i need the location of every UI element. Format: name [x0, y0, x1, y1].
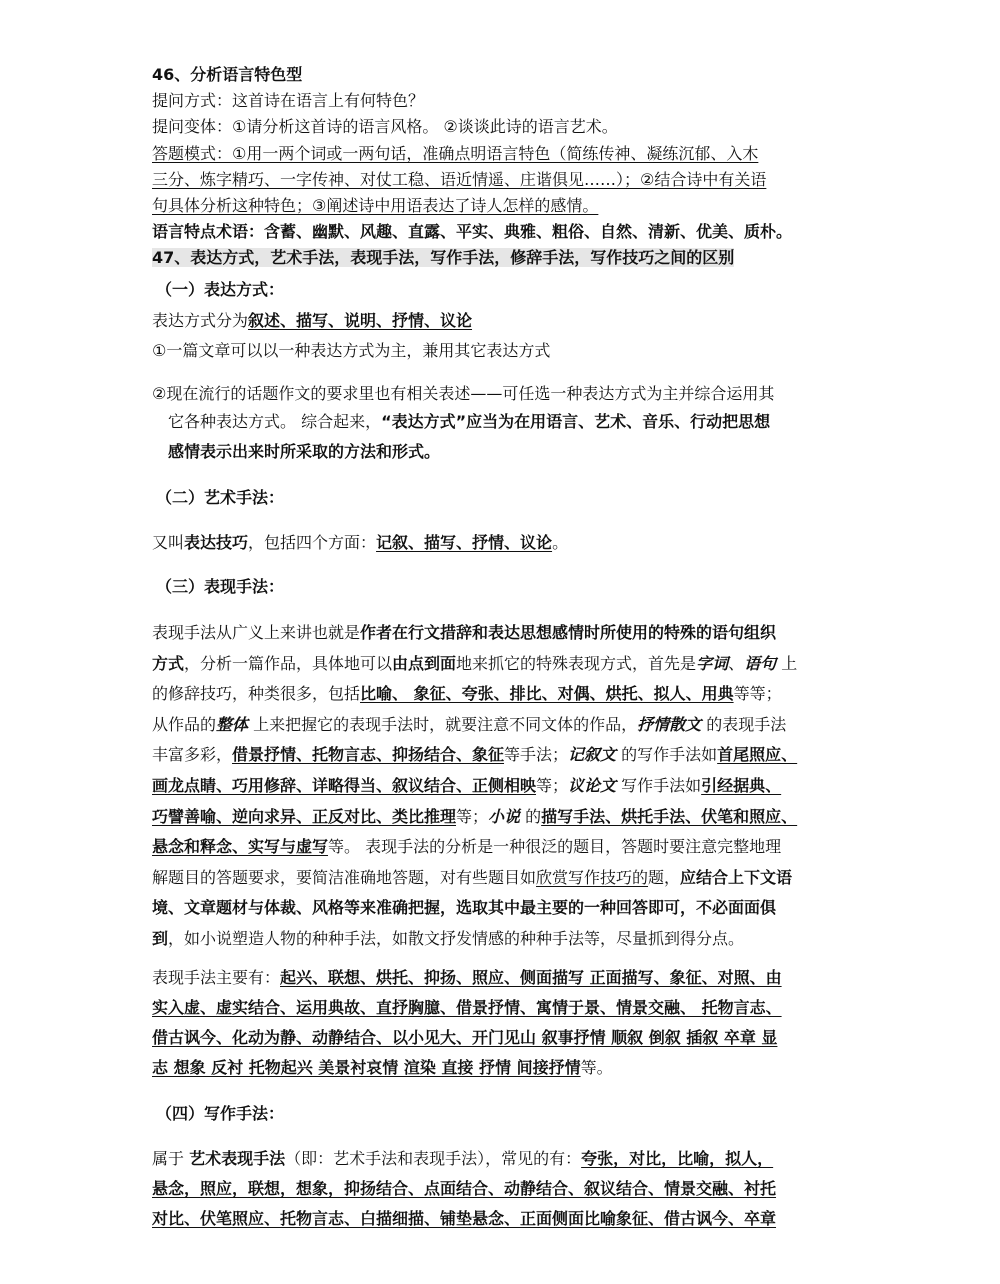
text-run: 悬念和释念、实写与虚写 — [152, 837, 329, 857]
q46-mode-line-3: 句具体分析这种特色；③阐述诗中用语表达了诗人怎样的感情。 — [152, 196, 599, 215]
text-run: 引经据典、 — [701, 776, 782, 795]
s3p1-line — [152, 744, 852, 766]
text-run: 的修辞技巧，种类很多，包括 — [152, 684, 361, 704]
s1-line-4-a: 它各种表达方式。 综合起来， — [168, 412, 382, 431]
s2-l1-c: ，包括四个方面： — [248, 533, 377, 552]
text-run: 题， — [648, 867, 681, 887]
text-run: 等等； — [733, 684, 782, 704]
text-run: 议论文 — [568, 776, 617, 795]
s3p1-line — [152, 622, 852, 644]
text-run: 记叙文 — [568, 745, 617, 765]
text-run: 属于 — [152, 1149, 190, 1168]
s1-line-4-b: “表达方式”应当为在用语言、艺术、音乐、行动把思想 — [381, 412, 771, 431]
text-run: 等； — [456, 806, 489, 826]
s1-expression-types: 叙述、描写、说明、抒情、议论 — [248, 311, 473, 330]
s3p1-line — [152, 683, 852, 705]
text-run: 表现手法从广义上来讲也就是 — [152, 623, 361, 642]
s3p1-line — [152, 836, 852, 858]
s2-line-1 — [152, 532, 852, 554]
s1-line-4 — [168, 411, 868, 433]
text-run: 巧譬善喻、逆向求异、正反对比、类比推理 — [152, 806, 457, 826]
text-run: 上来把握它的表现手法时，就要注意不同文体的作品， — [248, 714, 638, 734]
text-run: 抒情散文 — [637, 714, 702, 734]
q47-title-text: 47、表达方式，艺术手法，表现手法，写作手法，修辞手法，写作技巧之间的区别 — [152, 248, 735, 267]
text-run: 小说 — [488, 806, 521, 826]
text-run: （即：艺术手法和表现手法），常见的有： — [285, 1149, 582, 1168]
s1-line-1 — [152, 310, 852, 332]
q46-mode-line-1: 答题模式：①用一两个词或一两句话，准确点明语言特色（简练传神、凝练沉郁、入木 — [152, 144, 759, 163]
q46-ask: 提问方式：这首诗在语言上有何特色？ — [152, 91, 425, 110]
text-run: 等。 表现手法的分析是一种很泛的题目，答题时要注意完整地理 — [328, 837, 782, 857]
s3p2-line — [152, 997, 852, 1019]
text-run: 的表现手法 — [701, 714, 787, 734]
s4-heading: （四）写作手法： — [156, 1104, 285, 1123]
text-run: 起兴、联想、烘托、抑扬、照应、侧面描写 正面描写、象征、对照、由 — [280, 968, 782, 987]
text-run: ，如小说塑造人物的种种手法，如散文抒发情感的种种手法等，尽量抓到得分点。 — [168, 929, 745, 948]
text-run: 整体 — [216, 714, 249, 734]
text-run: 首尾照应、 — [717, 745, 798, 765]
text-run: 志 想象 反衬 托物起兴 美景衬哀情 渲染 直接 抒情 间接抒情 — [152, 1058, 581, 1077]
text-run: 悬念，照应，联想，想象，抑扬结合、点面结合、动静结合、叙议结合、情景交融、衬托 — [152, 1179, 777, 1198]
text-run: 描写手法、烘托手法、伏笔和照应、 — [541, 806, 798, 826]
text-run: 语句 — [744, 653, 777, 673]
text-run: 表现手法主要有： — [152, 968, 281, 987]
s4p-line — [152, 1178, 852, 1200]
s3-heading: （三）表现手法： — [156, 577, 285, 596]
s2-heading: （二）艺术手法： — [156, 488, 285, 507]
s4p-line — [152, 1208, 852, 1230]
s3p1-line — [152, 653, 852, 675]
text-run: 借景抒情、托物言志、抑扬结合、象征 — [232, 745, 505, 765]
text-run: 到 — [152, 929, 169, 948]
text-run: 丰富多彩， — [152, 745, 233, 765]
text-run: 对比、伏笔照应、托物言志、白描细描、铺垫悬念、正面侧面比喻象征、借古讽今、卒章 — [152, 1209, 777, 1228]
text-run: 欣赏写作技巧的 — [536, 867, 649, 887]
text-run: 的 — [520, 806, 542, 826]
s3p1-line — [152, 867, 852, 889]
text-run: 等。 — [580, 1058, 613, 1077]
text-run: 实入虚、虚实结合、运用典故、直抒胸臆、借景抒情、寓情于景、情景交融、 托物言志、 — [152, 998, 782, 1017]
s2-l1-d: 记叙、描写、抒情、议论 — [376, 533, 553, 552]
s1-line-1-prefix: 表达方式分为 — [152, 311, 249, 330]
s4p-line — [152, 1148, 852, 1170]
s3p1-line — [152, 897, 852, 919]
s3p1-line — [152, 714, 852, 736]
s3p2-line — [152, 1027, 852, 1049]
s3p2-line — [152, 1057, 852, 1079]
s1-line-3: ②现在流行的话题作文的要求里也有相关表述——可任选一种表达方式为主并综合运用其 — [152, 384, 775, 403]
s2-l1-b: 表达技巧 — [184, 533, 249, 552]
text-run: 画龙点睛、巧用修辞、详略得当、叙议结合、正侧相映 — [152, 776, 537, 795]
text-run: 解题目的答题要求，要简洁准确地答题，对有些题目如 — [152, 867, 537, 887]
text-run: 等手法； — [504, 745, 569, 765]
text-run: 境、文章题材与体裁、风格等来准确把握，选取其中最主要的一种回答即可，不必面面俱 — [152, 898, 777, 918]
text-run: ，分析一篇作品，具体地可以 — [184, 653, 393, 673]
text-run: 从作品的 — [152, 714, 217, 734]
text-run: 地来抓它的特殊表现方式，首先是 — [456, 653, 697, 673]
q46-variant: 提问变体：①请分析这首诗的语言风格。 ②谈谈此诗的语言艺术。 — [152, 117, 618, 136]
s1-line-2: ①一篇文章可以以一种表达方式为主，兼用其它表达方式 — [152, 341, 551, 360]
s1-heading: （一）表达方式： — [156, 280, 285, 299]
text-run: 借古讽今、化动为静、动静结合、以小见大、开门见山 叙事抒情 顺叙 倒叙 插叙 卒章 显 — [152, 1028, 778, 1047]
s3p2-line — [152, 967, 852, 989]
q46-title: 46、分析语言特色型 — [152, 65, 303, 84]
text-run: 由点到面 — [392, 653, 457, 673]
text-run: 的写作手法如 — [616, 745, 718, 765]
text-run: 等； — [536, 776, 569, 795]
text-run: 方式 — [152, 653, 185, 673]
s3p1-line — [152, 806, 852, 828]
s3p1-line — [152, 928, 852, 950]
text-run: 夸张，对比，比喻，拟人， — [581, 1149, 774, 1168]
text-run: 写作手法如 — [616, 776, 702, 795]
text-run: 应结合上下文语 — [680, 867, 793, 887]
text-run: 作者在行文措辞和表达思想感情时所使用的特殊的语句组织 — [360, 623, 777, 642]
q46-terms: 语言特点术语：含蓄、幽默、风趣、直露、平实、典雅、粗俗、自然、清新、优美、质朴。 — [152, 222, 793, 241]
q47-title — [152, 247, 852, 269]
s2-l1-a: 又叫 — [152, 533, 185, 552]
text-run: 艺术表现手法 — [189, 1149, 286, 1168]
text-run: 字词 — [696, 653, 729, 673]
text-run: 比喻、 象征、夸张、排比、对偶、烘托、拟人、用典 — [360, 684, 734, 704]
s1-line-5: 感情表示出来时所采取的方法和形式。 — [168, 442, 441, 461]
s2-l1-e: 。 — [552, 533, 569, 552]
text-run: 上 — [776, 653, 798, 673]
q46-mode-line-2: 三分、炼字精巧、一字传神、对仗工稳、语近情遥、庄谐俱见……）；②结合诗中有关语 — [152, 170, 767, 189]
s3p1-line — [152, 775, 852, 797]
text-run: 、 — [728, 653, 745, 673]
